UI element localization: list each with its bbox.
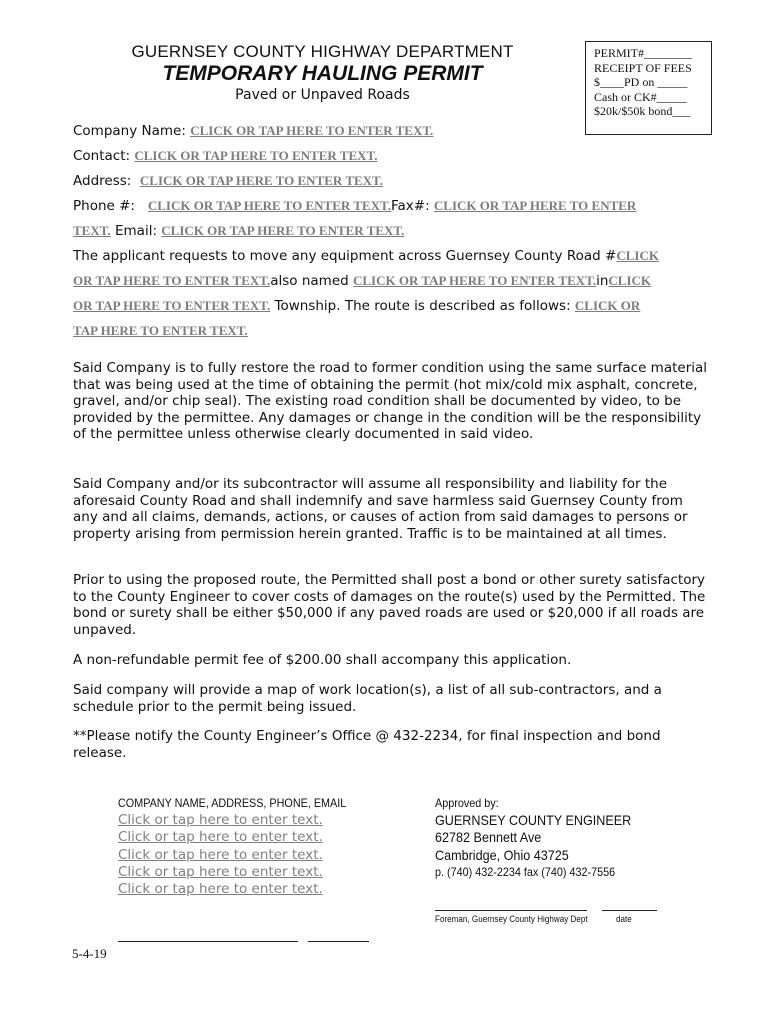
email-label: Email: [114,223,157,239]
route-text-4: Township. The route is described as follows: [270,298,575,314]
company-block-input[interactable]: Click or tap here to enter text. [118,881,323,897]
page-subtitle: Paved or Unpaved Roads [235,87,410,103]
road-name-input[interactable]: CLICK OR TAP HERE TO ENTER TEXT. [353,273,597,288]
contact-input[interactable]: CLICK OR TAP HERE TO ENTER TEXT. [134,148,378,163]
bond-line: $20k/$50k bond___ [594,104,691,118]
page-title: TEMPORARY HAULING PERMIT [162,62,483,85]
liability-paragraph: Said Company and/or its subcontractor will assume all responsibility and liability for the aforesaid County Road and shall indemnify and save harmless said Guernsey County from any and all claims, demands, actions, or causes of action from said damages to persons or property arising from permission herein granted. Traffic is to be maintained at all times. [73,476,688,542]
engineer-phone-fax: p. (740) 432-2234 fax (740) 432-7556 [435,865,616,879]
phone-input[interactable]: CLICK OR TAP HERE TO ENTER TEXT. [147,198,391,213]
email-input[interactable]: CLICK OR TAP HERE TO ENTER TEXT. [161,223,405,238]
map-paragraph: Said company will provide a map of work location(s), a list of all sub-contractors, and a schedule prior to the permit being issued. [73,682,662,715]
receipt-of-fees-line: RECEIPT OF FEES [594,60,692,75]
date-caption: date [616,914,632,924]
date-signature-line [602,910,657,911]
paid-on-line: $____PD on _____ [594,75,688,89]
applicant-date-line [308,941,369,942]
route-line-4 [73,323,248,339]
county-road-input-continued[interactable]: OR TAP HERE TO ENTER TEXT. [73,273,271,288]
permit-office-box [585,41,712,135]
route-description-input-continued[interactable]: TAP HERE TO ENTER TEXT. [73,323,248,338]
fee-paragraph: A non-refundable permit fee of $200.00 shall accompany this application. [73,652,572,668]
foreman-caption: Foreman, Guernsey County Highway Dept [435,914,588,924]
contact-row [73,148,377,164]
route-line-2 [73,273,651,289]
engineer-address-2: Cambridge, Ohio 43725 [435,847,569,863]
approved-by-label: Approved by: [435,796,499,810]
bond-paragraph: Prior to using the proposed route, the Permitted shall post a bond or other surety satisfactory to the County Engineer to cover costs of damages on the route(s) used by the Permitted. The bond or surety shall be either $50,000 if any paved roads are used or $20,000 if all roads are unpaved. [73,572,706,638]
notify-paragraph: **Please notify the County Engineer’s Office @ 432-2234, for final inspection and bond release. [73,728,661,761]
company-block-input[interactable]: Click or tap here to enter text. [118,847,323,863]
fax-label: Fax#: [390,198,430,214]
route-line-1 [73,248,659,264]
foreman-signature-line [435,910,587,911]
township-input-continued[interactable]: OR TAP HERE TO ENTER TEXT. [73,298,271,313]
route-line-3 [73,298,640,314]
company-block-input[interactable]: Click or tap here to enter text. [118,864,323,880]
address-input[interactable]: CLICK OR TAP HERE TO ENTER TEXT. [139,173,384,188]
phone-label: Phone #: [73,198,135,214]
company-name-label: Company Name: [73,123,186,139]
route-text-1: The applicant requests to move any equipment across Guernsey County Road # [73,248,617,264]
address-row [73,173,383,189]
restoration-paragraph: Said Company is to fully restore the road to former condition using the same surface material that was being used at the time of obtaining the permit (hot mix/cold mix asphalt, concrete, gravel, and/or chip seal). The existing road condition shall be documented by video, to be provided by the permittee. Any damages or change in the condition will be the responsibility of the permittee unless otherwise clearly documented in said video. [73,360,708,442]
route-text-2: also named [270,273,353,289]
email-row [73,223,404,239]
fax-input[interactable]: CLICK OR TAP HERE TO ENTER [433,198,637,213]
permit-number-line: PERMIT#________ [594,46,693,60]
county-road-input[interactable]: CLICK [616,248,659,263]
company-block-input[interactable]: Click or tap here to enter text. [118,829,323,845]
fax-input-continued[interactable]: TEXT. [73,223,111,238]
company-block-heading: COMPANY NAME, ADDRESS, PHONE, EMAIL [118,796,347,810]
department-name: GUERNSEY COUNTY HIGHWAY DEPARTMENT [131,42,514,61]
engineer-address-1: 62782 Bennett Ave [435,829,542,845]
cash-check-line: Cash or CK#_____ [594,89,687,104]
township-input[interactable]: CLICK [608,273,652,288]
engineer-org: GUERNSEY COUNTY ENGINEER [435,812,632,828]
phone-fax-row [73,198,636,214]
company-block-input[interactable]: Click or tap here to enter text. [118,812,323,828]
address-label: Address: [73,173,132,189]
company-name-input[interactable]: CLICK OR TAP HERE TO ENTER TEXT. [190,123,434,138]
form-version: 5-4-19 [72,946,107,961]
applicant-signature-line [118,941,298,942]
contact-label: Contact: [73,148,131,164]
route-text-3: in [596,273,609,289]
route-description-input[interactable]: CLICK OR [574,298,641,313]
company-name-row [73,123,433,139]
